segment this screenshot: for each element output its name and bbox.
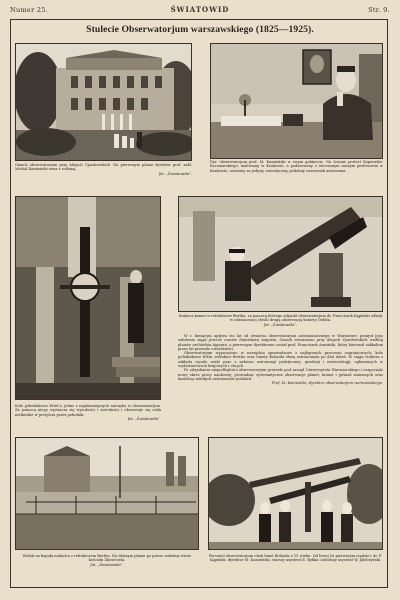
magazine-name: ŚWIATOWID — [170, 5, 230, 14]
article-signature: Prof. M. Kamieński, dyrektor obserwatorjum warszawskiego. — [271, 381, 383, 386]
running-header — [10, 4, 390, 16]
photo-observatory-staff — [208, 437, 383, 550]
photo-refractor — [178, 196, 383, 312]
caption-text: Personel obserwatorjum obok lunet Bolanda z 15 wieku. Od lewej (w pierwszym rzędzie): dr. F. Kępiński, dyrektor M. Kamieński, starszy asystent E. Rybka i młodszy asystent W. Jabłczyński. — [208, 554, 383, 563]
caption-text: Szukacz komet w refraktorze Bertha, za pomocą którego adjunkt obserwatorjum dr. Franciszek Kępiński odkrył w odznaczonej chwili drugą obserwację komety Orkiśa. — [178, 314, 383, 323]
caption-director-office — [210, 160, 383, 173]
photo-rooftop-dome — [15, 437, 199, 550]
article-paragraph: Po odzyskaniu niepodległości obserwatorjum przeszło pod zarząd Uniwersytetu Warszawskiego i rozpoczęło nowy okres pracy naukowej, prowadząc systematyczne obserwacje planet, komet i gwiazd zmiennych oraz kształcąc młodych astronomów polskich. — [178, 368, 383, 381]
article-paragraph: Obserwatorjum wyposażono w narzędzia sprowadzone z najlepszych pracowni zagranicznych; koło południkowe Ertla, refraktor Bertha oraz lunety Bolanda służą astronomom po dziś dzień. W ciągu stulecia z zakładu wyszło wiele prac z zakresu astronomji praktycznej, geodezji i meteorologji, ogłaszanych w wydawnictwach krajowych i obcych. — [178, 351, 383, 369]
article-body — [178, 334, 383, 386]
caption-text: Gmach obserwatorjum przy Alejach Ujazdowskich. Na pierwszym planie dyrektor prof. zakł. Michał Kamieński wraz z rodziną. — [15, 163, 192, 172]
photo-credit: fot. „Światowida”. — [158, 171, 192, 176]
issue-number: Numer 25. — [10, 6, 49, 14]
caption-text: Widok na kopułę nadachu z refraktorem Bertha. Na dalszym planie po prawo widzimy wieże kościoła Zbawiciela. — [22, 554, 192, 563]
article-title: Stulecie Obserwatorjum warszawskiego (1825—1925). — [86, 24, 314, 35]
caption-meridian-circle — [15, 404, 161, 421]
caption-observatory-building — [15, 163, 192, 176]
caption-rooftop-dome — [15, 554, 199, 567]
photo-credit: fot. „Światowida”. — [90, 562, 124, 567]
photo-credit: fot. „Światowida”. — [127, 416, 161, 421]
article-paragraph: W r. bieżącym upływa sto lat od otwarcia obserwatorjum astronomicznego w Warszawie; pomysł jego założenia sięga jeszcze czasów Stanisława Augusta. Gmach wzniesiono przy Alejach Ujazdowskich według planów architekta Aignera, a pierwszym dyrektorem został prof. Franciszek Armiński, który kierował zakładem przez lat przeszło czterdzieści. — [178, 334, 383, 351]
photo-meridian-circle — [15, 196, 161, 400]
caption-refractor — [178, 314, 383, 327]
photo-observatory-building — [15, 43, 192, 161]
photo-director-office — [210, 43, 383, 159]
photo-credit: fot. „Światowida”. — [263, 322, 298, 327]
caption-text: Koło południkowe Ertel'a, jedno z najdawniejszych narzędzi w obserwatorjum. Za pomocą niego wyznacza się wysokości i szerokości i obserwuje się ciała niebieskie w przejściu przez południk. — [15, 404, 161, 417]
caption-text: Dyr. obserwatorjum prof. M. Kamieński w swym gabinecie. Na ścianie portret Kopernika-Kaczmarskiego, malowany w Krakowie, a podarowany z ówczesnym naszym profesorem w Krakowie, uważany za jedyny, autentyczny, podobny wizerunek astronoma. — [210, 160, 383, 173]
caption-observatory-staff — [208, 554, 383, 563]
page-number: Str. 9. — [368, 6, 390, 14]
